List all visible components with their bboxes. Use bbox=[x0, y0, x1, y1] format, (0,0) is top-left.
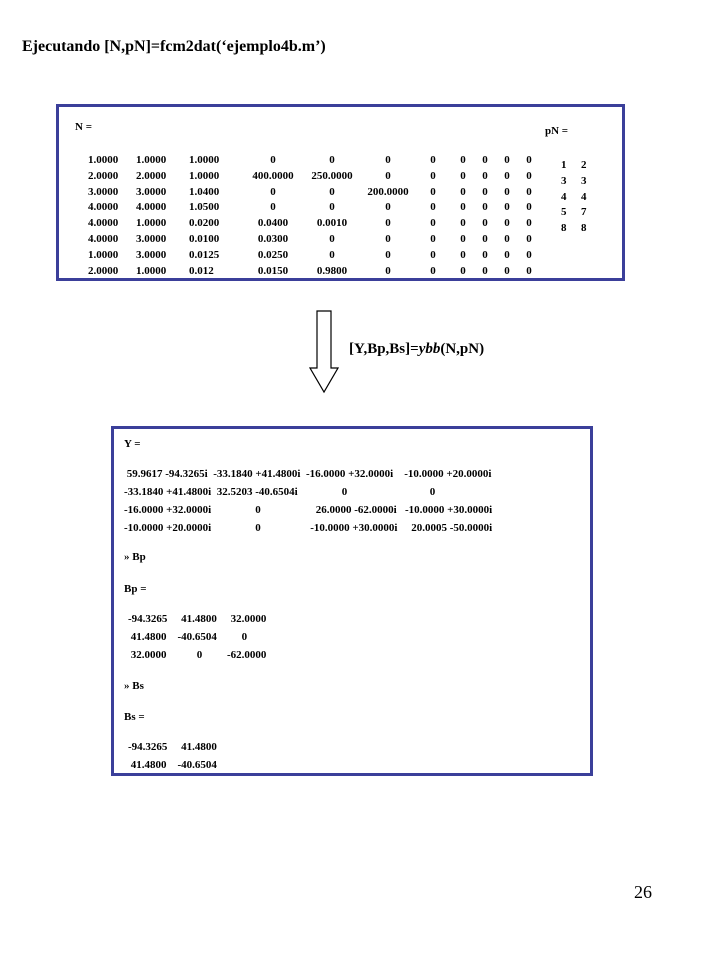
n-matrix-cell: 2.0000 bbox=[88, 169, 119, 182]
n-matrix-cell: 0.0300 bbox=[257, 233, 289, 245]
n-matrix-cell: 4.0000 bbox=[136, 201, 167, 214]
page-number: 26 bbox=[634, 882, 652, 902]
n-matrix-cell: 0 bbox=[385, 264, 391, 277]
n-matrix-cell: 0 bbox=[526, 264, 532, 277]
pn-matrix-cell: 4 bbox=[581, 190, 587, 203]
n-matrix-cell: 0 bbox=[430, 248, 436, 261]
n-matrix-cell: 0 bbox=[482, 248, 488, 261]
n-matrix-cell: 0 bbox=[430, 169, 436, 182]
n-matrix-cell: 1.0400 bbox=[189, 185, 220, 198]
n-matrix-cell: 0 bbox=[482, 185, 488, 198]
n-matrix-cell: 0 bbox=[482, 217, 488, 230]
operation-label: [Y,Bp,Bs]=ybb(N,pN) bbox=[349, 341, 485, 357]
pn-matrix-cell: 8 bbox=[581, 222, 587, 235]
n-matrix-cell: 3.0000 bbox=[88, 185, 119, 198]
y-row: 59.9617 -94.3265i -33.1840 +41.4800i -16.0000 +32.0000i -10.0000 +20.0000i bbox=[124, 468, 492, 480]
n-matrix-cell: 0 bbox=[460, 248, 466, 261]
n-matrix-cell: 1.0000 bbox=[136, 217, 167, 230]
n-matrix-cell: 0 bbox=[526, 169, 532, 182]
n-matrix-cell: 4.0000 bbox=[88, 201, 119, 214]
n-matrix-cell: 0 bbox=[526, 154, 532, 166]
n-matrix-cell: 0 bbox=[270, 201, 276, 214]
y-row: -16.0000 +32.0000i 0 26.0000 -62.0000i -10.0000 +30.0000i bbox=[124, 504, 493, 516]
n-matrix-cell: 1.0000 bbox=[88, 154, 119, 166]
n-matrix-cell: 0.0200 bbox=[189, 217, 220, 230]
n-matrix-cell: 0.0010 bbox=[316, 217, 348, 230]
n-matrix-cell: 0 bbox=[526, 248, 532, 261]
n-matrix-cell: 0.0400 bbox=[257, 217, 289, 230]
bs-row: 41.4800 -40.6504 bbox=[128, 759, 217, 771]
bp-row: -94.3265 41.4800 32.0000 bbox=[128, 613, 267, 625]
n-matrix-cell: 0 bbox=[270, 185, 276, 198]
n-matrix-cell: 0 bbox=[482, 169, 488, 182]
n-matrix-cell: 2.0000 bbox=[88, 264, 119, 277]
n-matrix-cell: 0 bbox=[504, 169, 510, 182]
n-matrix-cell: 0 bbox=[460, 217, 466, 230]
n-matrix-cell: 0 bbox=[482, 233, 488, 245]
n-matrix-cell: 0 bbox=[329, 233, 335, 245]
pn-matrix-cell: 3 bbox=[581, 174, 587, 187]
n-matrix-cell: 0 bbox=[504, 217, 510, 230]
n-matrix-cell: 0 bbox=[526, 185, 532, 198]
n-matrix-cell: 0 bbox=[460, 264, 466, 277]
pn-matrix-cell: 2 bbox=[581, 159, 587, 171]
n-matrix-cell: 0 bbox=[430, 201, 436, 214]
pn-matrix-cell: 1 bbox=[561, 159, 567, 171]
pn-matrix-cell: 5 bbox=[561, 206, 567, 219]
n-matrix-cell: 1.0000 bbox=[88, 248, 119, 261]
y-row: -33.1840 +41.4800i 32.5203 -40.6504i 0 0 bbox=[124, 486, 436, 498]
n-matrix-cell: 4.0000 bbox=[88, 217, 119, 230]
n-matrix-cell: 0 bbox=[385, 248, 391, 261]
n-matrix-cell: 0 bbox=[482, 201, 488, 214]
y-output-panel bbox=[111, 426, 593, 776]
n-matrix-cell: 0 bbox=[385, 154, 391, 166]
n-matrix-cell: 0 bbox=[329, 248, 335, 261]
n-matrix-cell: 0 bbox=[504, 201, 510, 214]
y-row: -10.0000 +20.0000i 0 -10.0000 +30.0000i 20.0005 -50.0000i bbox=[124, 522, 493, 534]
n-label: N = bbox=[75, 121, 92, 133]
n-matrix-cell: 3.0000 bbox=[136, 248, 167, 261]
pn-matrix-cell: 3 bbox=[561, 174, 567, 187]
n-matrix-cell: 2.0000 bbox=[136, 169, 167, 182]
n-matrix-cell: 0.0250 bbox=[257, 248, 289, 261]
n-matrix-cell: 0 bbox=[385, 233, 391, 245]
pn-matrix-cell: 7 bbox=[581, 206, 587, 219]
n-matrix-cell: 1.0000 bbox=[136, 154, 167, 166]
pn-label: pN = bbox=[545, 125, 569, 137]
bp-command: » Bp bbox=[124, 551, 146, 563]
n-matrix-cell: 0 bbox=[460, 169, 466, 182]
bp-row: 32.0000 0 -62.0000 bbox=[128, 649, 267, 661]
n-matrix-cell: 0 bbox=[504, 185, 510, 198]
n-matrix-cell: 0 bbox=[430, 154, 436, 166]
n-matrix-cell: 0 bbox=[430, 233, 436, 245]
n-matrix-cell: 0 bbox=[385, 169, 391, 182]
y-label: Y = bbox=[124, 438, 141, 450]
n-matrix-cell: 0 bbox=[430, 185, 436, 198]
n-matrix-cell: 400.0000 bbox=[252, 169, 294, 182]
n-matrix-cell: 0 bbox=[504, 264, 510, 277]
n-matrix-cell: 0 bbox=[430, 264, 436, 277]
n-matrix-cell: 0 bbox=[526, 217, 532, 230]
n-matrix-cell: 0.0125 bbox=[189, 248, 220, 261]
n-matrix-cell: 1.0000 bbox=[189, 169, 220, 182]
n-matrix-cell: 0 bbox=[329, 154, 335, 166]
n-matrix-cell: 200.0000 bbox=[367, 185, 409, 198]
n-matrix-cell: 0 bbox=[504, 233, 510, 245]
pn-matrix-cell: 8 bbox=[561, 222, 567, 235]
n-matrix-cell: 0 bbox=[482, 264, 488, 277]
n-matrix-cell: 0 bbox=[460, 185, 466, 198]
n-matrix-cell: 0 bbox=[460, 154, 466, 166]
n-matrix-cell: 1.0500 bbox=[189, 201, 220, 214]
n-matrix-cell: 3.0000 bbox=[136, 233, 167, 245]
n-matrix-cell: 0 bbox=[430, 217, 436, 230]
page-heading: Ejecutando [N,pN]=fcm2dat(‘ejemplo4b.m’) bbox=[22, 38, 326, 55]
bs-label: Bs = bbox=[124, 711, 145, 723]
bp-row: 41.4800 -40.6504 0 bbox=[128, 631, 248, 643]
n-matrix-cell: 0 bbox=[329, 185, 335, 198]
n-matrix-cell: 4.0000 bbox=[88, 233, 119, 245]
bs-command: » Bs bbox=[124, 680, 144, 692]
n-matrix-cell: 3.0000 bbox=[136, 185, 167, 198]
n-matrix-cell: 0.0100 bbox=[189, 233, 220, 245]
n-matrix-cell: 0.0150 bbox=[257, 264, 289, 277]
n-matrix-cell: 1.0000 bbox=[189, 154, 220, 166]
n-matrix-cell: 0 bbox=[460, 233, 466, 245]
n-matrix-cell: 0 bbox=[504, 154, 510, 166]
n-matrix-cell: 0.012 bbox=[189, 264, 214, 277]
n-matrix-cell: 250.0000 bbox=[311, 169, 353, 182]
n-matrix-cell: 0 bbox=[385, 201, 391, 214]
n-matrix-cell: 0 bbox=[270, 154, 276, 166]
n-matrix-cell: 0 bbox=[526, 201, 532, 214]
n-matrix-panel bbox=[56, 104, 625, 281]
n-matrix-cell: 0 bbox=[460, 201, 466, 214]
bs-row: -94.3265 41.4800 bbox=[128, 741, 217, 753]
bp-label: Bp = bbox=[124, 583, 147, 595]
n-matrix-cell: 0 bbox=[385, 217, 391, 230]
n-matrix-cell: 0 bbox=[504, 248, 510, 261]
n-matrix-cell: 0.9800 bbox=[316, 264, 348, 277]
n-matrix-cell: 0 bbox=[329, 201, 335, 214]
pn-matrix-cell: 4 bbox=[561, 190, 567, 203]
n-matrix-cell: 0 bbox=[482, 154, 488, 166]
down-arrow-icon bbox=[309, 310, 339, 394]
n-matrix-cell: 1.0000 bbox=[136, 264, 167, 277]
n-matrix-cell: 0 bbox=[526, 233, 532, 245]
